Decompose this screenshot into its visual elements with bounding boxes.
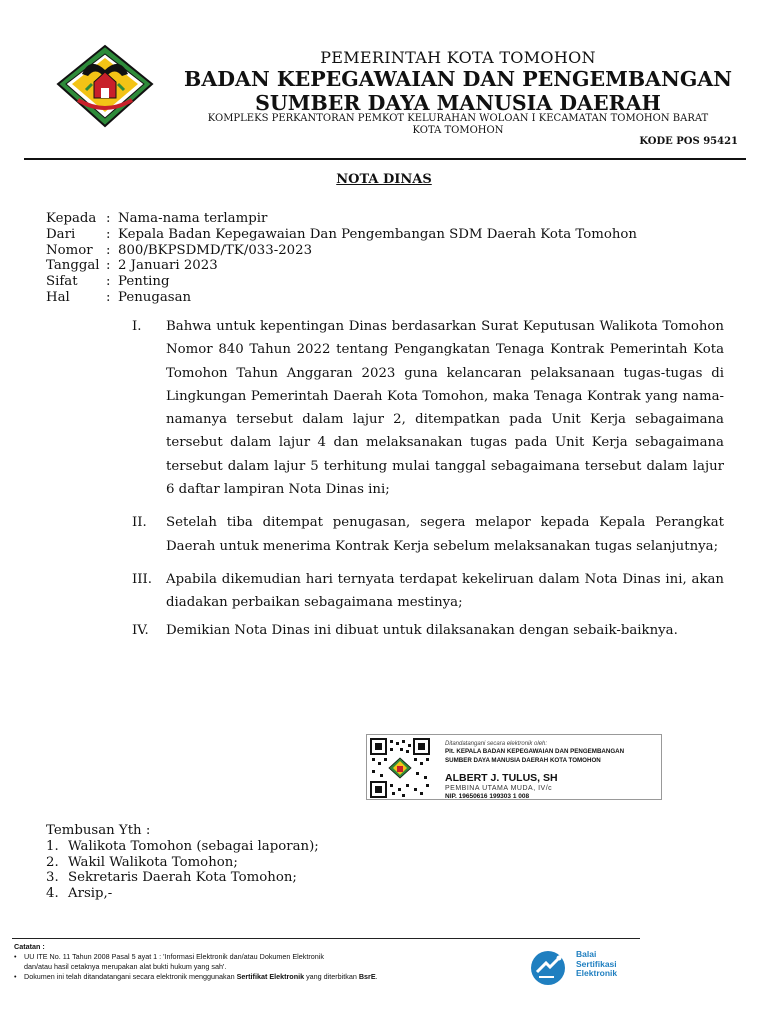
paragraph-number: I.	[132, 319, 142, 334]
list-item	[46, 870, 319, 886]
list-item-number: 4.	[46, 886, 59, 902]
field-value: Penugasan	[118, 289, 192, 305]
field-separator: :	[106, 258, 111, 274]
field-nomor	[46, 243, 637, 259]
paragraph-text: Demikian Nota Dinas ini dibuat untuk dilaksanakan dengan sebaik-baiknya.	[166, 622, 678, 638]
footer-divider	[12, 938, 640, 939]
agency-address	[160, 113, 756, 137]
field-tanggal	[46, 258, 637, 274]
bsre-logo	[528, 948, 638, 988]
bsre-name-line1: Balai	[576, 949, 597, 959]
memo-header-fields	[46, 211, 637, 306]
field-label: Sifat	[46, 274, 78, 290]
agency-name-line1: BADAN KEPEGAWAIAN DAN PENGEMBANGAN	[184, 67, 732, 91]
paragraph-4	[132, 619, 724, 642]
list-item-number: 3.	[46, 870, 59, 886]
tembusan-list	[46, 839, 319, 902]
tomohon-city-emblem	[56, 44, 154, 128]
paragraph-text: Bahwa untuk kepentingan Dinas berdasarkan Surat Keputusan Walikota Tomohon Nomor 840 Tahun 2022 tentang Pengangkatan Tenaga Kontrak Pemerintah Kota Tomohon Tahun Anggaran 2023 guna kelancaran pelaksanaan tugas-tugas di Lingkungan Pemerintah Daerah Kota Tomohon, maka Tenaga Kontrak yang nama-namanya tersebut dalam lajur 2, ditempatkan pada Unit Kerja sebagaimana tersebut dalam lajur 4 dan melaksanakan tugas pada Unit Kerja sebagaimana tersebut dalam lajur 5 terhitung mulai tanggal sebagaimana tersebut dalam lajur 6 daftar lampiran Nota Dinas ini;	[166, 319, 724, 498]
paragraph-number: II.	[132, 515, 147, 531]
signer-position	[445, 747, 624, 765]
field-hal	[46, 290, 637, 306]
footer-note-2-bsre: BsrE	[358, 972, 376, 981]
field-value: Kepala Badan Kepegawaian Dan Pengembangan SDM Daerah Kota Tomohon	[118, 226, 637, 242]
field-label: Kepada	[46, 211, 97, 226]
paragraph-text: Setelah tiba ditempat penugasan, segera melapor kepada Kepala Perangkat Daerah untuk menerima Kontrak Kerja sebelum melaksanakan tugas selanjutnya;	[166, 515, 724, 554]
footer-note-2-mid: yang diterbitkan	[304, 972, 359, 981]
footer-heading: Catatan :	[14, 942, 45, 951]
field-dari	[46, 227, 637, 243]
paragraph-number: IV.	[132, 622, 149, 638]
field-value: 2 Januari 2023	[118, 258, 218, 274]
field-label: Tanggal	[46, 258, 100, 274]
tembusan-heading: Tembusan Yth :	[46, 823, 151, 838]
footer-note-1-continued: dan/atau hasil cetaknya merupakan alat bukti hukum yang sah'.	[24, 962, 227, 971]
signer-position-line1: Plt. KEPALA BADAN KEPEGAWAIAN DAN PENGEMBANGAN	[445, 748, 625, 755]
bsre-name-line3: Elektronik	[576, 968, 618, 978]
list-item	[46, 855, 319, 871]
field-separator: :	[106, 274, 111, 290]
footer-note-1: • UU ITE No. 11 Tahun 2008 Pasal 5 ayat 1 : 'Informasi Elektronik dan/atau Dokumen Elektronik	[14, 952, 324, 961]
list-item-text: Arsip,-	[68, 886, 113, 902]
field-label: Hal	[46, 289, 70, 305]
signer-nip: NIP. 19650616 199303 1 008	[445, 793, 530, 800]
address-line2: KOTA TOMOHON	[412, 125, 504, 136]
field-value: Nama-nama terlampir	[118, 211, 268, 226]
footer-note-2-cert: Sertifikat Elektronik	[236, 972, 305, 981]
bsre-name	[576, 950, 617, 979]
signer-rank: PEMBINA UTAMA MUDA, IV/c	[445, 785, 553, 792]
list-item	[46, 839, 319, 855]
field-separator: :	[106, 242, 111, 258]
field-value: 800/BKPSDMD/TK/033-2023	[118, 242, 313, 258]
tembusan-section	[46, 823, 319, 902]
memo-body	[132, 315, 724, 642]
electronic-signature-box	[366, 734, 662, 800]
letterhead-divider	[24, 158, 746, 160]
postal-code: KODE POS 95421	[639, 136, 738, 147]
field-label: Dari	[46, 226, 76, 242]
field-label: Nomor	[46, 242, 93, 258]
field-sifat	[46, 274, 637, 290]
bsre-name-line2: Sertifikasi	[576, 958, 617, 969]
qr-code-icon	[370, 738, 430, 798]
signer-position-line2: SUMBER DAYA MANUSIA DAERAH KOTA TOMOHON	[445, 757, 601, 764]
footer-note-1-text: UU ITE No. 11 Tahun 2008 Pasal 5 ayat 1 : 'Informasi Elektronik dan/atau Dokumen Elektronik	[24, 952, 324, 961]
signer-name: ALBERT J. TULUS, SH	[445, 772, 558, 784]
list-item	[46, 886, 319, 902]
address-line1: KOMPLEKS PERKANTORAN PEMKOT KELURAHAN WOLOAN I KECAMATAN TOMOHON BARAT	[207, 113, 709, 124]
field-separator: :	[106, 211, 111, 226]
footer-note-2-text: Dokumen ini telah ditandatangani secara elektronik menggunakan	[24, 972, 237, 981]
document-title: NOTA DINAS	[336, 172, 432, 187]
agency-name-line2: SUMBER DAYA MANUSIA DAERAH	[255, 91, 661, 115]
field-kepada	[46, 211, 637, 227]
list-item-number: 1.	[46, 838, 59, 854]
paragraph-number: III.	[132, 571, 152, 587]
footer-note-1-cont	[14, 962, 378, 972]
footer-note-2-dot: .	[375, 972, 378, 981]
list-item-number: 2.	[46, 854, 59, 870]
field-separator: :	[106, 289, 111, 305]
footer-note-2: • Dokumen ini telah ditandatangani secara elektronik menggunakan Sertifikat Elektronik yang diterbitkan BsrE.	[14, 972, 378, 981]
list-item-text: Wakil Walikota Tomohon;	[68, 854, 238, 870]
paragraph-1	[132, 315, 724, 501]
list-item-text: Sekretaris Daerah Kota Tomohon;	[68, 870, 297, 886]
government-name: PEMERINTAH KOTA TOMOHON	[320, 48, 596, 67]
list-item-text: Walikota Tomohon (sebagai laporan);	[68, 838, 319, 854]
signed-electronically-note: Ditandatangani secara elektronik oleh:	[445, 741, 548, 747]
paragraph-text: Apabila dikemudian hari ternyata terdapat kekeliruan dalam Nota Dinas ini, akan diadakan perbaikan sebagaimana mestinya;	[166, 571, 724, 611]
paragraph-2	[132, 511, 724, 558]
field-separator: :	[106, 226, 111, 242]
paragraph-3	[132, 568, 724, 615]
bsre-emblem-icon	[528, 948, 568, 988]
footer-notes	[14, 942, 378, 982]
field-value: Penting	[118, 274, 170, 290]
